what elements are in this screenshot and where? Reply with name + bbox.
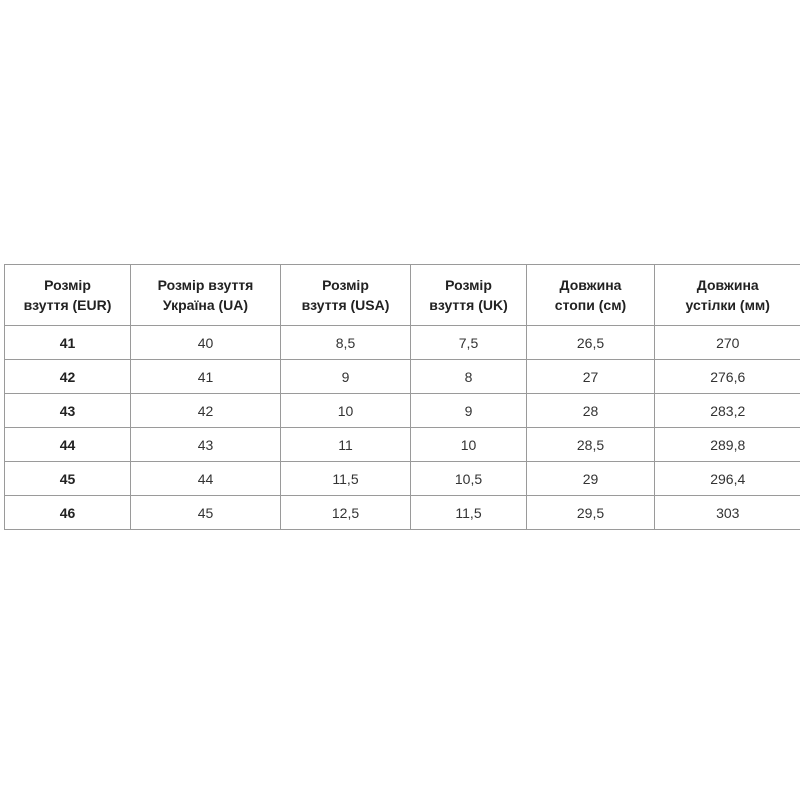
cell-size-usa: 12,5	[281, 496, 411, 530]
cell-insole-length: 276,6	[655, 360, 800, 394]
header-size-ua	[131, 265, 281, 326]
table-header-row	[5, 265, 800, 326]
header-size-usa	[281, 265, 411, 326]
table-row	[5, 360, 800, 394]
cell-foot-length: 29	[527, 462, 655, 496]
header-foot-length	[527, 265, 655, 326]
cell-size-uk: 9	[411, 394, 527, 428]
cell-size-eur: 43	[5, 394, 131, 428]
cell-insole-length: 303	[655, 496, 800, 530]
table-row	[5, 394, 800, 428]
cell-insole-length: 296,4	[655, 462, 800, 496]
cell-size-eur: 46	[5, 496, 131, 530]
header-size-usa-line2: взуття (USA)	[301, 297, 390, 313]
header-size-ua-line1: Розмір взуття	[157, 277, 254, 293]
cell-size-eur: 41	[5, 326, 131, 360]
cell-size-usa: 9	[281, 360, 411, 394]
cell-size-uk: 11,5	[411, 496, 527, 530]
cell-size-eur: 44	[5, 428, 131, 462]
cell-foot-length: 28,5	[527, 428, 655, 462]
header-insole-length-line1: Довжина	[696, 277, 759, 293]
table-row	[5, 462, 800, 496]
header-size-eur-line1: Розмір	[44, 277, 91, 293]
header-foot-length-line1: Довжина	[559, 277, 622, 293]
header-size-uk-line1: Розмір	[445, 277, 492, 293]
cell-size-ua: 41	[131, 360, 281, 394]
cell-size-eur: 45	[5, 462, 131, 496]
header-insole-length-line2: устілки (мм)	[685, 297, 770, 313]
cell-foot-length: 29,5	[527, 496, 655, 530]
table-row	[5, 496, 800, 530]
cell-size-usa: 8,5	[281, 326, 411, 360]
header-insole-length	[655, 265, 800, 326]
header-size-ua-line2: Україна (UA)	[162, 297, 249, 313]
cell-size-eur: 42	[5, 360, 131, 394]
cell-size-usa: 10	[281, 394, 411, 428]
cell-size-usa: 11,5	[281, 462, 411, 496]
table-row	[5, 428, 800, 462]
header-size-uk	[411, 265, 527, 326]
cell-size-usa: 11	[281, 428, 411, 462]
cell-size-uk: 7,5	[411, 326, 527, 360]
cell-insole-length: 283,2	[655, 394, 800, 428]
cell-size-uk: 10	[411, 428, 527, 462]
cell-size-ua: 43	[131, 428, 281, 462]
header-size-usa-line1: Розмір	[322, 277, 369, 293]
cell-size-uk: 8	[411, 360, 527, 394]
size-chart-table	[4, 264, 800, 530]
cell-foot-length: 28	[527, 394, 655, 428]
header-size-eur-line2: взуття (EUR)	[23, 297, 112, 313]
cell-insole-length: 289,8	[655, 428, 800, 462]
cell-size-ua: 42	[131, 394, 281, 428]
cell-size-uk: 10,5	[411, 462, 527, 496]
cell-foot-length: 27	[527, 360, 655, 394]
header-foot-length-line2: стопи (см)	[554, 297, 627, 313]
cell-size-ua: 45	[131, 496, 281, 530]
header-size-eur	[5, 265, 131, 326]
cell-size-ua: 40	[131, 326, 281, 360]
header-size-uk-line2: взуття (UK)	[429, 297, 508, 313]
cell-insole-length: 270	[655, 326, 800, 360]
cell-foot-length: 26,5	[527, 326, 655, 360]
table-row	[5, 326, 800, 360]
cell-size-ua: 44	[131, 462, 281, 496]
